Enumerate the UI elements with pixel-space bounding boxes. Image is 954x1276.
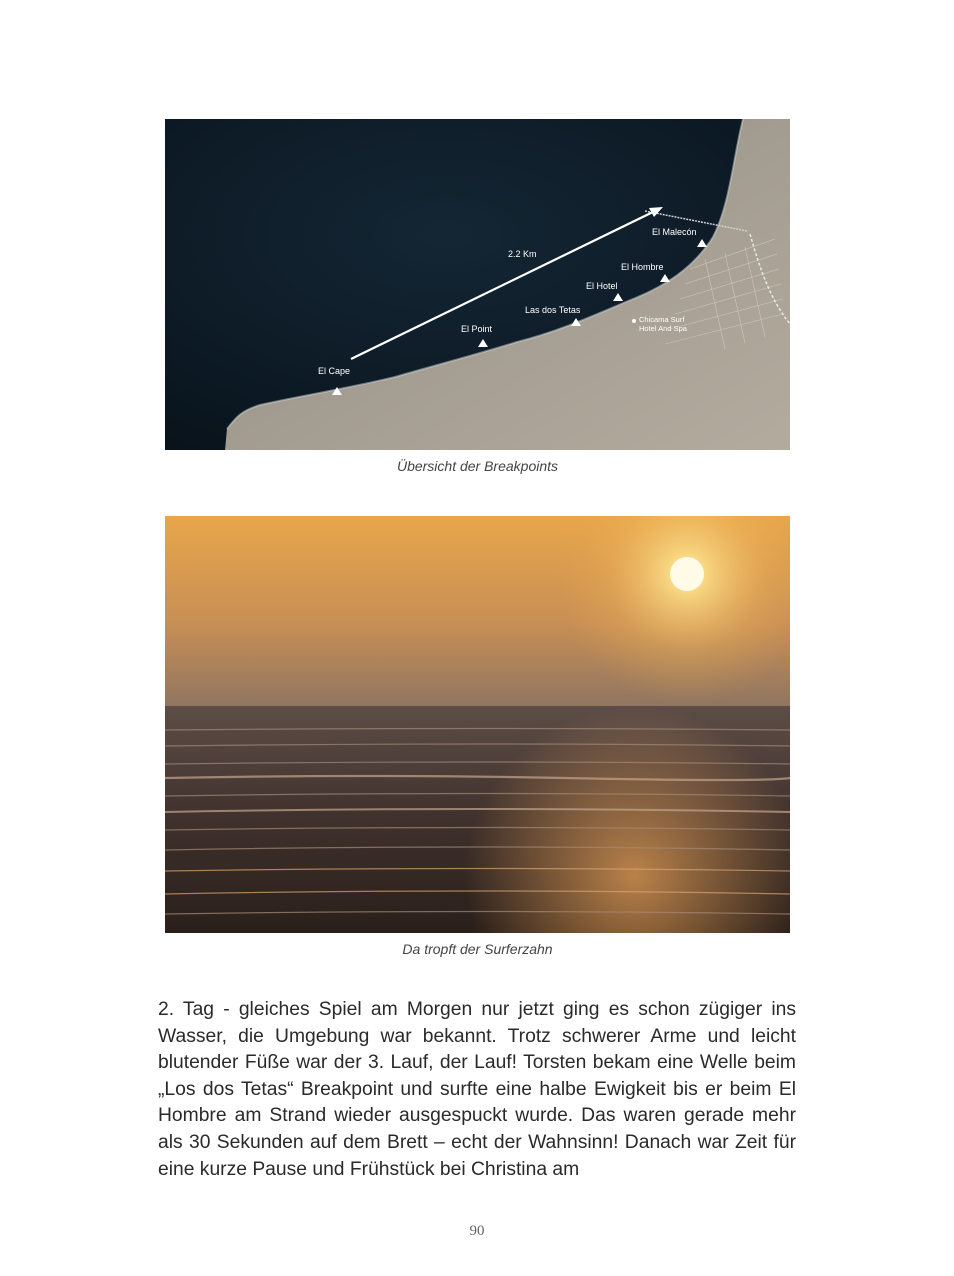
label-el-hombre: El Hombre — [621, 262, 664, 272]
map-caption: Übersicht der Breakpoints — [396, 458, 559, 474]
satellite-map — [165, 119, 790, 450]
label-hotel-line2: Hotel And Spa — [639, 324, 687, 333]
distance-label: 2.2 Km — [508, 249, 537, 259]
hotel-pin-icon — [632, 319, 636, 323]
body-paragraph: 2. Tag - gleiches Spiel am Morgen nur jetzt ging es schon zügiger ins Wasser, die Umgebung war bekannt. Trotz schwerer Arme und leicht blutender Füße war der 3. Lauf, der Lauf! Torsten bekam eine Welle beim „Los dos Tetas“ Breakpoint und surfte eine halbe Ewigkeit bis er beim El Hombre am Strand wieder ausgespuckt wurde. Das waren gerade mehr als 30 Sekunden auf dem Brett – echt der Wahnsinn! Danach war Zeit für eine kurze Pause und Frühstück bei Christina am — [158, 999, 796, 1180]
label-las-dos-tetas: Las dos Tetas — [525, 305, 581, 315]
sun — [670, 557, 704, 591]
sunset-photo — [165, 516, 790, 933]
label-hotel-line1: Chicama Surf — [639, 315, 685, 324]
sunset-caption: Da tropft der Surferzahn — [402, 941, 553, 957]
label-el-point: El Point — [461, 324, 493, 334]
page-number: 90 — [469, 1223, 485, 1239]
sunset-image — [165, 516, 790, 933]
breakpoints-map-image — [165, 119, 790, 450]
label-el-hotel: El Hotel — [586, 281, 618, 291]
label-el-cape: El Cape — [318, 366, 351, 376]
label-el-malecon: El Malecón — [652, 227, 697, 237]
